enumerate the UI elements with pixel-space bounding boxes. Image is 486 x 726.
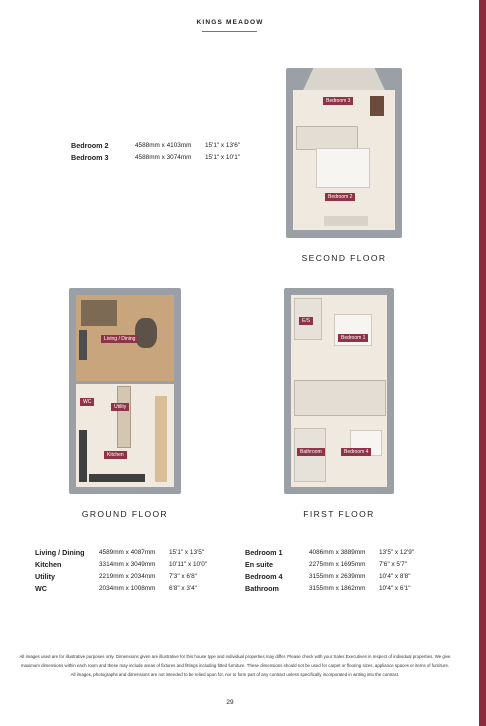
room-tag: Living / Dining	[101, 335, 138, 343]
room-metric: 4588mm x 3074mm	[135, 154, 192, 161]
room-name: En suite	[245, 560, 273, 569]
staircase	[117, 386, 131, 448]
disclaimer-text: All images used are for illustrative purposes only. Dimensions given are illustrative for this house type and individual properties may differ. Please check with your Sales Executives in respect of individual properties. We give maximum dimensions within each room and these may include areas of fixtures and fittings including fitted furniture. These dimensions should not be used for carpet or flooring sizes, appliance spaces or items of furniture. All images, photographs and dimensions are not intended to be relied upon for, nor to form part of any contract unless specifically incorporated in writing into the contract.	[19, 654, 451, 677]
kitchen-counter	[89, 474, 145, 482]
room-metric: 3155mm x 2639mm	[309, 573, 366, 580]
room-row	[35, 571, 207, 583]
kitchen-counter	[79, 430, 87, 482]
room-tag: Bedroom 1	[338, 334, 368, 342]
stair-landing	[296, 126, 358, 150]
stair-landing	[294, 380, 386, 416]
room-name: Bedroom 4	[245, 572, 283, 581]
room-metric: 3155mm x 1862mm	[309, 585, 366, 592]
sofa	[81, 300, 117, 326]
room-imperial: 7'3" x 6'8"	[169, 573, 197, 580]
accent-sidebar	[479, 0, 486, 726]
room-name: WC	[35, 584, 47, 593]
title-underline	[202, 31, 257, 32]
room-tag: Bedroom 4	[341, 448, 371, 456]
room-row	[35, 547, 207, 559]
dining-table	[135, 318, 157, 348]
room-name: Bedroom 2	[71, 141, 109, 150]
room-name: Living / Dining	[35, 548, 85, 557]
room-row	[245, 559, 414, 571]
double-bed	[316, 148, 370, 188]
room-imperial: 15'1" x 13'5"	[169, 549, 205, 556]
page-number: 29	[226, 699, 234, 706]
room-imperial: 10'4" x 6'1"	[379, 585, 411, 592]
room-row	[245, 547, 414, 559]
room-imperial: 6'8" x 3'4"	[169, 585, 197, 592]
room-metric: 2275mm x 1695mm	[309, 561, 366, 568]
room-name: Utility	[35, 572, 55, 581]
room-tag: Bedroom 2	[325, 193, 355, 201]
second-floor-label: SECOND FLOOR	[301, 253, 387, 263]
first-floor-plan	[284, 288, 394, 494]
room-imperial: 7'6" x 5'7"	[379, 561, 407, 568]
page-title: KINGS MEADOW	[196, 19, 264, 26]
room-imperial: 10'11" x 10'0"	[169, 561, 208, 568]
room-name: Bedroom 3	[71, 153, 109, 162]
room-imperial: 15'1" x 13'6"	[205, 142, 241, 149]
ground-floor-plan	[69, 288, 181, 494]
dresser	[324, 216, 368, 226]
tv-unit	[79, 330, 87, 360]
ground-floor-label: GROUND FLOOR	[81, 509, 169, 519]
room-row	[35, 583, 207, 595]
room-row	[245, 583, 414, 595]
room-metric: 4086mm x 3889mm	[309, 549, 366, 556]
room-metric: 3314mm x 3049mm	[99, 561, 156, 568]
room-name: Bedroom 1	[245, 548, 283, 557]
room-metric: 2219mm x 2034mm	[99, 573, 156, 580]
room-row	[71, 140, 240, 152]
second-floor-plan	[286, 68, 402, 238]
room-imperial: 10'4" x 8'8"	[379, 573, 411, 580]
room-tag: Bathroom	[297, 448, 325, 456]
wardrobe	[370, 96, 384, 116]
room-metric: 4589mm x 4087mm	[99, 549, 156, 556]
room-name: Bathroom	[245, 584, 279, 593]
room-row	[35, 559, 207, 571]
room-tag: Utility	[111, 403, 129, 411]
roof-eaves	[293, 68, 395, 90]
room-row	[245, 571, 414, 583]
room-tag: Bedroom 3	[323, 97, 353, 105]
room-tag: Kitchen	[104, 451, 127, 459]
second-floor-room-table	[71, 140, 240, 164]
room-row	[71, 152, 240, 164]
room-name: Kitchen	[35, 560, 62, 569]
room-tag: WC	[80, 398, 94, 406]
ground-floor-room-table	[35, 547, 207, 595]
room-metric: 2034mm x 1008mm	[99, 585, 156, 592]
room-metric: 4588mm x 4103mm	[135, 142, 192, 149]
first-floor-room-table	[245, 547, 414, 595]
room-tag: E/S	[299, 317, 313, 325]
hallway	[155, 396, 167, 482]
room-imperial: 15'1" x 10'1"	[205, 154, 241, 161]
room-imperial: 13'5" x 12'9"	[379, 549, 415, 556]
first-floor-label: FIRST FLOOR	[303, 509, 375, 519]
